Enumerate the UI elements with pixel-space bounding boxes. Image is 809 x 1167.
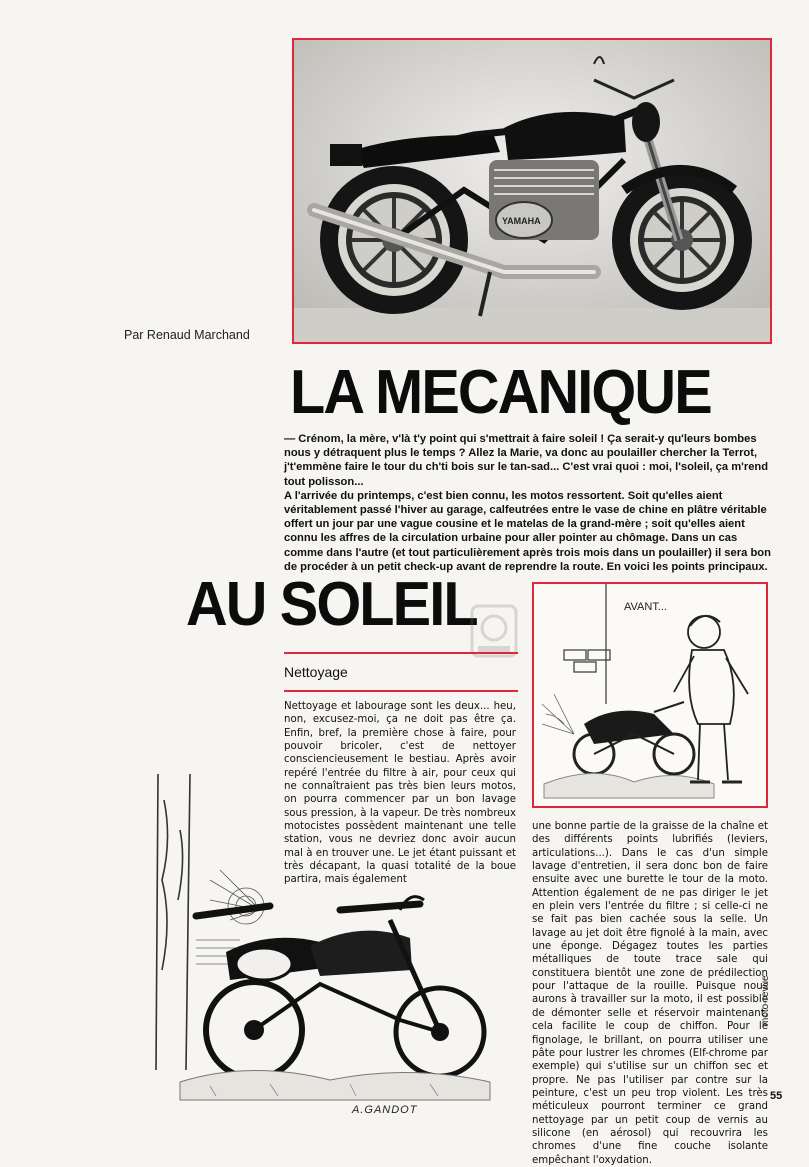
cartoon-caption: AVANT... xyxy=(624,601,667,613)
section-rule-bottom xyxy=(284,690,518,692)
artist-signature: A.GANDOT xyxy=(352,1104,418,1116)
cartoon-garage-motorcycle xyxy=(150,770,522,1106)
headline-line-1: LA MECANIQUE xyxy=(290,358,711,427)
page-number: 55 xyxy=(770,1090,783,1102)
section-title: Nettoyage xyxy=(284,664,348,680)
article-paragraph-continued: une bonne partie de la graisse de la chaîne et des différents points lubrifiés (leviers, articulations...). Dans le cas d'un simple lavage d'entretien, il sera donc bon de faire ensuite avec une burette le tour de la moto. Attention également de ne pas diriger le jet en plein vers l'entrée du filtre ; si celle-ci ne se fait pas bien cachée sous la selle. Un lavage au jet doit être fignolé à la main, avec une éponge. Dégagez toutes les parties métalliques de toute trace sale qui constituera bientôt une zone de prédilection pour l'attaque de la rouille. Puisque nous aurons à travailler sur la moto, il est possible de démonter selle et réservoir maintenant, cela facilite le coup de chiffon. Pour le fignolage, le brillant, on pourra utiliser une pâte pour lustrer les chromes (Elf-chrome par exemple) qui s'utilise sur un chiffon sec et propre. Ne pas l'utiliser par contre sur la peinture, c'est un peu trop violent. Les très méticuleux pourront terminer ce grand nettoyage par un petit coup de vernis au silicone (en aérosol) qui recouvrira les chromes d'une fine couche isolante empêchant l'oxydation. xyxy=(532,821,768,1166)
intro-body: A l'arrivée du printemps, c'est bien connu, les motos ressortent. Soit qu'elles aient véritablement passé l'hiver au garage, calfeutrées entre le vase de chine en plâtre véritable offert un jour par une vague cousine et le matelas de la grand-mère ; soit qu'elles aient connu les affres de la circulation urbaine pour aller pointer au chômage. Dans un cas comme dans l'autre (et tout particulièrement après trois mois dans un poulailler) il sera bon de procéder à un petit check-up avant de reprendre la route. En voici les points principaux. xyxy=(284,489,771,573)
intro-paragraph xyxy=(284,432,772,574)
cartoon-before xyxy=(532,582,768,808)
motorcycle-photo xyxy=(292,38,772,344)
article-column-2 xyxy=(532,820,768,1167)
article-paragraph: Nettoyage et labourage sont les deux... heu, non, excusez-moi, ça ne doit pas être ça. Enfin, bref, la première chose à faire, pour pouvoir bricoler, c'est de nettoyer consciencieusement le bestiau. Après avoir repéré l'entrée du filtre à air, pour ceux qui ne connaîtraient pas très bien leurs motos, on pourra commencer par un bon lavage sous pression, à la vapeur. De très nombreux motocistes possèdent maintenant une telle station, vous ne devriez donc avoir aucun mal à en trouver une. Le jet étant puissant et très décapant, la quasi totalité de la boue partira, mais également xyxy=(284,701,516,886)
intro-dialogue: — Crénom, la mère, v'là t'y point qui s'mettrait à faire soleil ! Ça serait-y qu'leurs bombes nous y détraquent plus le temps ? Allez la Marie, va donc au poulailler chercher la Terrot, j't'emmène faire le tour du ch'ti bois sur le tan-sad... C'est vrai quoi : moi, l'soleil, ça m'rend tout polisson... xyxy=(284,433,769,488)
section-rule-top xyxy=(284,652,518,654)
headline-line-2: AU SOLEIL xyxy=(186,570,477,639)
magazine-name: moto-revue xyxy=(760,975,771,1026)
cartoon-before-drawing xyxy=(534,584,766,806)
motorcycle-photo-drawing xyxy=(294,40,770,342)
svg-text:YAMAHA: YAMAHA xyxy=(502,216,541,226)
author-byline: Par Renaud Marchand xyxy=(124,328,250,342)
